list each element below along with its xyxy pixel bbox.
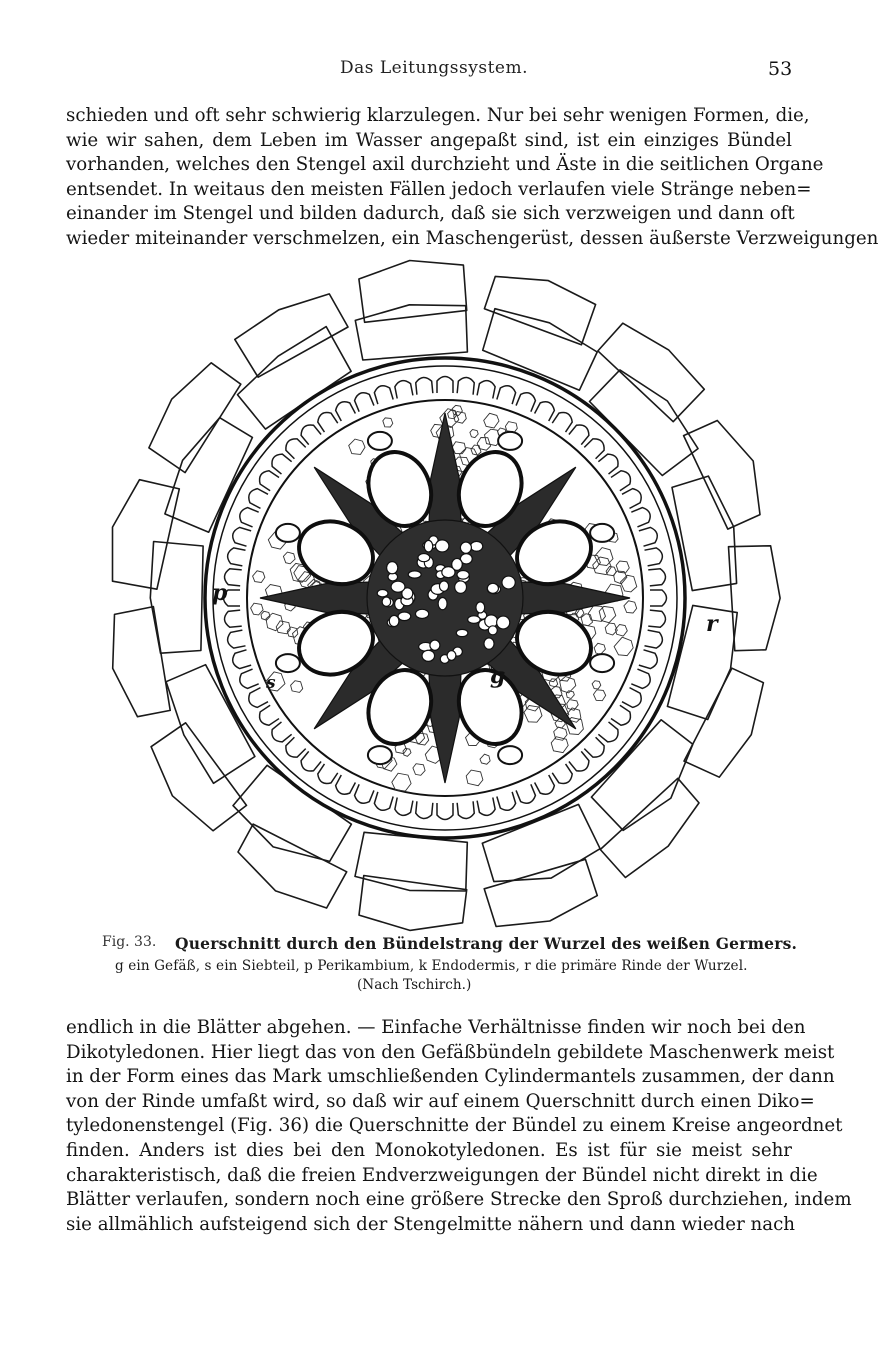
figure-number: Fig. 33. xyxy=(102,934,157,950)
text-line: einander im Stengel und bilden dadurch, daß sie sich verzweigen und dann oft xyxy=(66,203,795,225)
text-line: endlich in die Blätter abgehen. — Einfache Verhältnisse finden wir noch bei den xyxy=(66,1017,806,1038)
page-number: 53 xyxy=(768,58,793,80)
central-cell xyxy=(387,562,398,574)
central-cell xyxy=(391,581,405,592)
top-paragraph xyxy=(66,104,878,252)
cortex-cell xyxy=(359,876,467,931)
central-cell xyxy=(422,650,434,661)
text-line: wieder miteinander verschmelzen, ein Maschengerüst, dessen äußerste Verzweigungen xyxy=(66,227,878,249)
cortex-cell xyxy=(151,723,246,831)
text-line: in der Form eines das Mark umschließenden Cylindermantels zusammen, der dann xyxy=(66,1066,835,1088)
text-line: Blätter verlaufen, sondern noch eine größere Strecke den Sproß durchziehen, indem xyxy=(66,1189,852,1211)
root-cross-section-illustration xyxy=(150,275,750,925)
text-line: entsendet. In weitaus den meisten Fällen jedoch verlaufen viele Stränge neben= xyxy=(66,178,812,200)
cortex-cell xyxy=(359,261,467,323)
label-s: s xyxy=(266,673,276,693)
engraving-svg xyxy=(150,275,750,925)
central-cell xyxy=(497,616,510,629)
central-cell xyxy=(457,570,469,579)
central-cell xyxy=(488,626,497,635)
small-vessel xyxy=(276,524,300,542)
running-title: Das Leitungssystem. xyxy=(340,58,528,78)
text-line: vorhanden, welches den Stengel axil durchzieht und Äste in die seitlichen Organe xyxy=(66,154,824,176)
central-cell xyxy=(438,597,447,609)
text-line: von der Rinde umfaßt wird, so daß wir auf einem Querschnitt durch einen Diko= xyxy=(66,1090,815,1112)
cortex-cell xyxy=(684,421,760,530)
central-cell xyxy=(470,541,482,551)
central-cell xyxy=(416,609,429,618)
central-cell xyxy=(418,553,430,561)
text-line: Dikotyledonen. Hier liegt das von den Gefäßbündeln gebildete Maschenwerk meist xyxy=(66,1041,835,1063)
cortex-cell xyxy=(598,323,704,422)
central-cell xyxy=(487,583,498,593)
bottom-paragraph xyxy=(66,1016,852,1237)
small-vessel xyxy=(498,432,522,450)
central-cell xyxy=(455,581,467,593)
cortex-cell xyxy=(600,778,699,877)
central-cell xyxy=(484,638,494,649)
central-cell xyxy=(476,602,485,613)
figure-source: (Nach Tschirch.) xyxy=(357,977,472,993)
text-line: schieden und oft sehr schwierig klarzulegen. Nur bei sehr wenigen Formen, die, xyxy=(66,105,810,126)
central-cell xyxy=(389,615,399,626)
label-g: g xyxy=(490,663,506,689)
cortex-cell xyxy=(684,668,763,777)
cortex-cell xyxy=(149,363,241,473)
text-line: tyledonenstengel (Fig. 36) die Querschnitte der Bündel zu einem Kreise angeordnet xyxy=(66,1115,843,1137)
central-cell xyxy=(452,558,463,570)
central-cell xyxy=(447,651,456,661)
text-line: charakteristisch, daß die freien Endverzweigungen der Bündel nicht direkt in die xyxy=(66,1164,818,1186)
central-cell xyxy=(408,571,421,578)
small-vessel xyxy=(590,654,614,672)
text-line: wie wir sahen, dem Leben im Wasser angepaßt sind, ist ein einziges Bündel xyxy=(66,129,792,151)
cortex-cell xyxy=(238,824,347,908)
central-cell xyxy=(377,590,388,597)
central-cell xyxy=(460,542,471,553)
text-line: sie allmählich aufsteigend sich der Stengelmitte nähern und dann wieder nach xyxy=(66,1213,796,1235)
central-cell xyxy=(430,640,440,650)
figure-title: Querschnitt durch den Bündelstrang der Wurzel des weißen Germers. xyxy=(175,934,798,953)
cortex-cell xyxy=(484,859,597,926)
figure-legend: g ein Gefäß, s ein Siebteil, p Perikambium, k Endodermis, r die primäre Rinde der Wurzel. xyxy=(115,958,748,974)
central-cell xyxy=(439,581,448,591)
text-line: finden. Anders ist dies bei den Monokotyledonen. Es ist für sie meist sehr xyxy=(66,1139,792,1161)
central-cell xyxy=(382,597,391,606)
label-r: r xyxy=(706,611,718,637)
small-vessel xyxy=(590,524,614,542)
small-vessel xyxy=(368,746,392,764)
central-cell xyxy=(436,540,449,552)
central-cell xyxy=(468,616,480,624)
small-vessel xyxy=(498,746,522,764)
cortex-cell xyxy=(113,480,180,590)
central-cell xyxy=(424,540,433,552)
small-vessel xyxy=(368,432,392,450)
small-vessel xyxy=(276,654,300,672)
cortex-cell xyxy=(113,607,171,717)
central-cell xyxy=(456,629,468,636)
label-p: p xyxy=(212,580,228,606)
central-cell xyxy=(502,576,515,589)
central-cell xyxy=(398,612,411,621)
